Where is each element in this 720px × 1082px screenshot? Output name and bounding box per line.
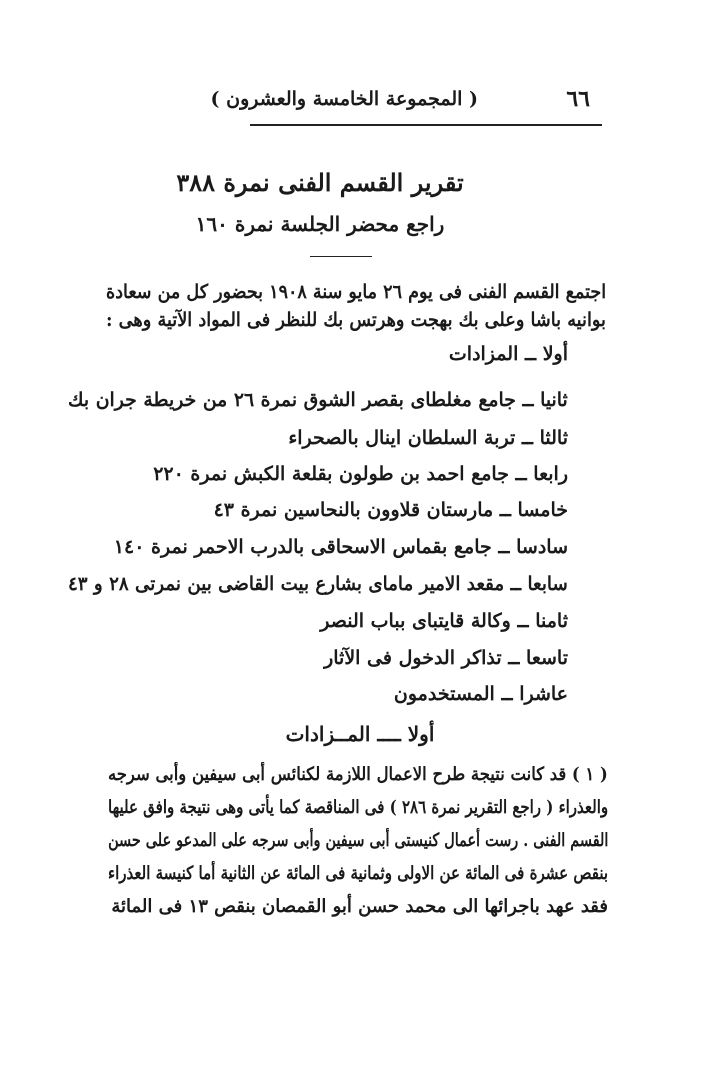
list-item: خامسا ــ مارستان قلاوون بالنحاسين نمرة ٤٣ — [213, 499, 568, 521]
paragraph-line: فقد عهد باجرائها الى محمد حسن أبو القمصان بنقص ١٣ فى المائة — [111, 896, 608, 917]
list-item: ثالثا ــ تربة السلطان اينال بالصحراء — [288, 427, 568, 449]
report-reference: راجع محضر الجلسة نمرة ١٦٠ — [195, 212, 445, 236]
paragraph-line: ( ١ ) قد كانت نتيجة طرح الاعمال اللازمة لكنائس أبى سيفين وأبى سرجه — [108, 764, 608, 785]
list-item: عاشرا ــ المستخدمون — [393, 683, 568, 705]
paragraph-line: القسم الفنى . رست أعمال كنيستى أبى سيفين وأبى سرجه على المدعو على حسن — [107, 830, 608, 851]
intro-line: اجتمع القسم الفنى فى يوم ٢٦ مايو سنة ١٩٠٨ بحضور كل من سعادة — [105, 281, 606, 303]
list-item: سادسا ــ جامع بقماس الاسحاقى بالدرب الاحمر نمرة ١٤٠ — [113, 536, 568, 558]
report-title: تقرير القسم الفنى نمرة ٣٨٨ — [176, 168, 464, 197]
intro-line: بوانيه باشا وعلى بك بهجت وهرتس بك للنظر فى المواد الآتية وهى : — [106, 309, 606, 331]
list-item: تاسعا ــ تذاكر الدخول فى الآثار — [324, 647, 568, 669]
list-item: رابعا ــ جامع احمد بن طولون بقلعة الكبش نمرة ٢٢٠ — [153, 463, 568, 485]
list-item: ثامنا ــ وكالة قايتباى بباب النصر — [320, 610, 568, 632]
list-item: ثانيا ــ جامع مغلطاى بقصر الشوق نمرة ٢٦ من خريطة جران بك — [68, 389, 569, 411]
section-heading: أولا ــــ المــزادات — [285, 722, 435, 746]
list-item: سابعا ــ مقعد الامير ماماى بشارع بيت القاضى بين نمرتى ٢٨ و ٤٣ — [68, 573, 569, 595]
paragraph-line: بنقص عشرة فى المائة عن الاولى وثمانية فى المائة عن الثانية أما كنيسة العذراء — [107, 863, 608, 884]
paragraph-line: والعذراء ( راجع التقرير نمرة ٢٨٦ ) فى المناقصة كما يأتى وهى نتيجة وافق عليها — [107, 797, 608, 818]
running-title: ( المجموعة الخامسة والعشرون ) — [210, 88, 478, 110]
page-number: ٦٦ — [566, 86, 590, 112]
list-item: أولا ــ المزادات — [448, 343, 568, 365]
